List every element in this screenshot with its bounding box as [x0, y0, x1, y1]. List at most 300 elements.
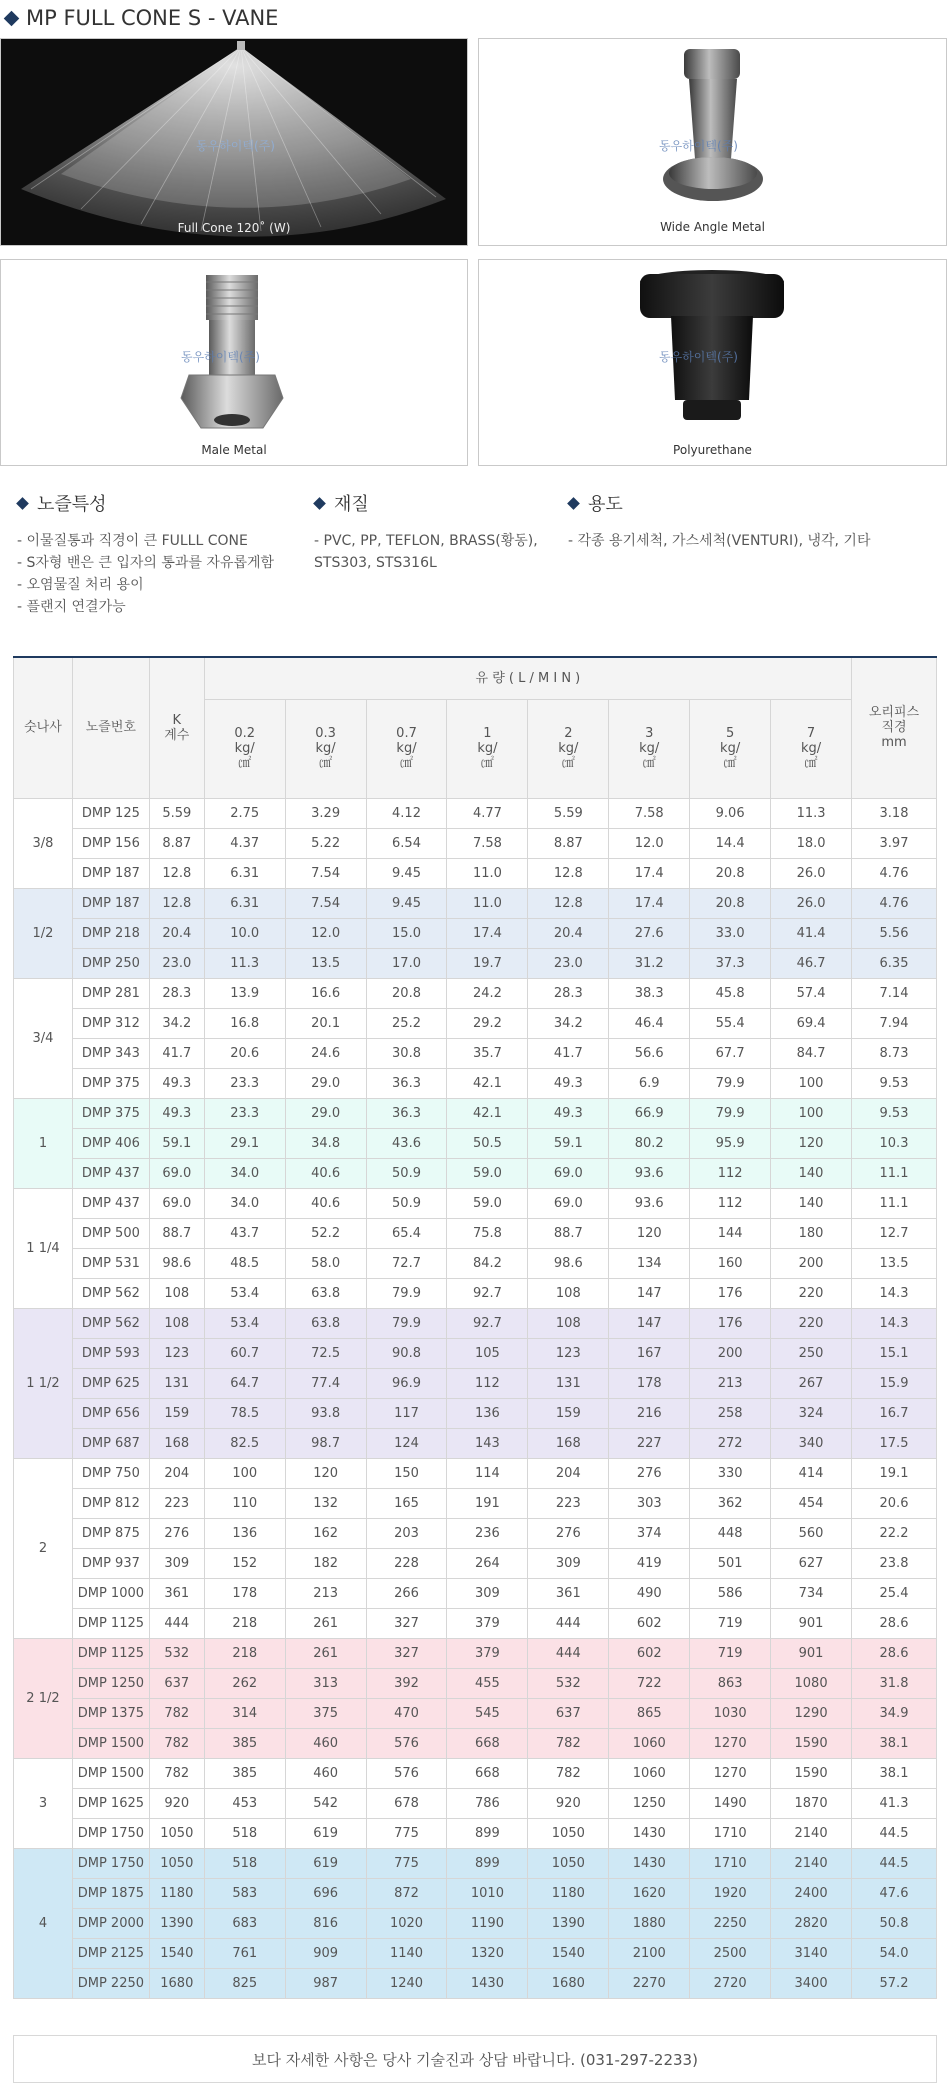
value-cell: 375: [285, 1698, 366, 1728]
value-cell: 19.1: [852, 1458, 937, 1488]
value-cell: 545: [447, 1698, 528, 1728]
value-cell: 901: [771, 1638, 852, 1668]
value-cell: 602: [609, 1608, 690, 1638]
nozzle-features-heading: 노즐특성: [14, 490, 304, 516]
value-cell: 7.14: [852, 978, 937, 1008]
value-cell: 20.4: [149, 918, 204, 948]
table-row: [14, 1248, 937, 1278]
value-cell: 150: [366, 1458, 447, 1488]
value-cell: 722: [609, 1668, 690, 1698]
watermark-text: 동우하이텍(주): [659, 350, 738, 364]
value-cell: 4.37: [204, 828, 285, 858]
photo-full-cone: [0, 38, 468, 246]
value-cell: 112: [447, 1368, 528, 1398]
table-row: [14, 1698, 937, 1728]
value-cell: 72.7: [366, 1248, 447, 1278]
value-cell: 490: [609, 1578, 690, 1608]
value-cell: 1060: [609, 1758, 690, 1788]
value-cell: 8.87: [149, 828, 204, 858]
table-row: [14, 1548, 937, 1578]
value-cell: 11.0: [447, 858, 528, 888]
value-cell: 262: [204, 1668, 285, 1698]
table-row: [14, 1758, 937, 1788]
value-cell: 17.4: [609, 888, 690, 918]
value-cell: 12.8: [528, 858, 609, 888]
value-cell: 78.5: [204, 1398, 285, 1428]
value-cell: 637: [149, 1668, 204, 1698]
value-cell: 152: [204, 1548, 285, 1578]
value-cell: 1710: [690, 1848, 771, 1878]
value-cell: 223: [528, 1488, 609, 1518]
value-cell: 267: [771, 1368, 852, 1398]
nozzle-number-cell: DMP 875: [72, 1518, 149, 1548]
table-row: [14, 918, 937, 948]
value-cell: 782: [528, 1758, 609, 1788]
value-cell: 17.0: [366, 948, 447, 978]
value-cell: 100: [771, 1068, 852, 1098]
value-cell: 20.8: [690, 858, 771, 888]
value-cell: 11.3: [204, 948, 285, 978]
pressure-header: 0.3 kg/ ㎠: [285, 699, 366, 798]
value-cell: 167: [609, 1338, 690, 1368]
value-cell: 6.31: [204, 888, 285, 918]
value-cell: 49.3: [528, 1068, 609, 1098]
table-row: [14, 1038, 937, 1068]
value-cell: 637: [528, 1698, 609, 1728]
nozzle-number-cell: DMP 437: [72, 1188, 149, 1218]
value-cell: 583: [204, 1878, 285, 1908]
value-cell: 362: [690, 1488, 771, 1518]
value-cell: 10.0: [204, 918, 285, 948]
value-cell: 120: [609, 1218, 690, 1248]
nozzle-number-cell: DMP 562: [72, 1308, 149, 1338]
value-cell: 23.8: [852, 1548, 937, 1578]
value-cell: 532: [149, 1638, 204, 1668]
value-cell: 114: [447, 1458, 528, 1488]
value-cell: 29.0: [285, 1068, 366, 1098]
photo-polyurethane: [478, 259, 947, 466]
value-cell: 863: [690, 1668, 771, 1698]
value-cell: 131: [149, 1368, 204, 1398]
value-cell: 13.9: [204, 978, 285, 1008]
value-cell: 379: [447, 1608, 528, 1638]
value-cell: 216: [609, 1398, 690, 1428]
value-cell: 16.6: [285, 978, 366, 1008]
value-cell: 9.53: [852, 1068, 937, 1098]
value-cell: 41.7: [149, 1038, 204, 1068]
diamond-bullet-icon: [313, 497, 326, 510]
nozzle-number-cell: DMP 125: [72, 798, 149, 828]
table-row: [14, 1098, 937, 1128]
nozzle-number-cell: DMP 1625: [72, 1788, 149, 1818]
value-cell: 43.7: [204, 1218, 285, 1248]
photo-caption: Wide Angle Metal: [660, 220, 765, 234]
table-row: [14, 1278, 937, 1308]
value-cell: 1010: [447, 1878, 528, 1908]
table-row: [14, 1188, 937, 1218]
nozzle-number-cell: DMP 1875: [72, 1878, 149, 1908]
value-cell: 203: [366, 1518, 447, 1548]
diamond-bullet-icon: [567, 497, 580, 510]
list-item: - 각종 용기세척, 가스세척(VENTURI), 냉각, 기타: [568, 530, 945, 552]
value-cell: 49.3: [149, 1068, 204, 1098]
value-cell: 159: [528, 1398, 609, 1428]
value-cell: 782: [149, 1698, 204, 1728]
value-cell: 120: [285, 1458, 366, 1488]
value-cell: 1240: [366, 1968, 447, 1998]
value-cell: 80.2: [609, 1128, 690, 1158]
value-cell: 3.18: [852, 798, 937, 828]
value-cell: 26.0: [771, 888, 852, 918]
value-cell: 36.3: [366, 1098, 447, 1128]
value-cell: 59.0: [447, 1188, 528, 1218]
value-cell: 9.45: [366, 888, 447, 918]
value-cell: 448: [690, 1518, 771, 1548]
nozzle-number-cell: DMP 187: [72, 858, 149, 888]
value-cell: 909: [285, 1938, 366, 1968]
value-cell: 20.8: [690, 888, 771, 918]
value-cell: 92.7: [447, 1308, 528, 1338]
value-cell: 7.58: [609, 798, 690, 828]
value-cell: 1590: [771, 1728, 852, 1758]
nozzle-number-cell: DMP 187: [72, 888, 149, 918]
page-header: [0, 0, 950, 36]
value-cell: 93.6: [609, 1158, 690, 1188]
value-cell: 303: [609, 1488, 690, 1518]
value-cell: 110: [204, 1488, 285, 1518]
value-cell: 250: [771, 1338, 852, 1368]
nozzle-number-cell: DMP 375: [72, 1068, 149, 1098]
value-cell: 56.6: [609, 1038, 690, 1068]
value-cell: 108: [149, 1308, 204, 1338]
value-cell: 1020: [366, 1908, 447, 1938]
value-cell: 15.1: [852, 1338, 937, 1368]
value-cell: 117: [366, 1398, 447, 1428]
value-cell: 6.35: [852, 948, 937, 978]
value-cell: 518: [204, 1848, 285, 1878]
value-cell: 72.5: [285, 1338, 366, 1368]
value-cell: 816: [285, 1908, 366, 1938]
value-cell: 9.53: [852, 1098, 937, 1128]
value-cell: 227: [609, 1428, 690, 1458]
value-cell: 176: [690, 1308, 771, 1338]
diamond-bullet-icon: [4, 10, 20, 26]
value-cell: 57.2: [852, 1968, 937, 1998]
value-cell: 5.56: [852, 918, 937, 948]
thread-size-cell: 3: [14, 1758, 73, 1848]
value-cell: 4.77: [447, 798, 528, 828]
value-cell: 361: [528, 1578, 609, 1608]
value-cell: 43.6: [366, 1128, 447, 1158]
thread-size-cell: 3/4: [14, 978, 73, 1098]
value-cell: 159: [149, 1398, 204, 1428]
value-cell: 444: [528, 1638, 609, 1668]
value-cell: 69.0: [528, 1188, 609, 1218]
value-cell: 4.76: [852, 858, 937, 888]
table-row: [14, 888, 937, 918]
value-cell: 1050: [528, 1848, 609, 1878]
value-cell: 84.2: [447, 1248, 528, 1278]
value-cell: 2400: [771, 1878, 852, 1908]
value-cell: 50.8: [852, 1908, 937, 1938]
value-cell: 27.6: [609, 918, 690, 948]
value-cell: 683: [204, 1908, 285, 1938]
value-cell: 6.9: [609, 1068, 690, 1098]
table-row: [14, 1908, 937, 1938]
value-cell: 719: [690, 1608, 771, 1638]
table-row: [14, 1788, 937, 1818]
nozzle-number-cell: DMP 1750: [72, 1848, 149, 1878]
value-cell: 34.8: [285, 1128, 366, 1158]
value-cell: 560: [771, 1518, 852, 1548]
value-cell: 34.2: [528, 1008, 609, 1038]
value-cell: 10.3: [852, 1128, 937, 1158]
value-cell: 1060: [609, 1728, 690, 1758]
value-cell: 782: [528, 1728, 609, 1758]
value-cell: 144: [690, 1218, 771, 1248]
value-cell: 26.0: [771, 858, 852, 888]
value-cell: 49.3: [149, 1098, 204, 1128]
flow-rate-header: 유 량 ( L / M I N ): [204, 657, 851, 699]
nozzle-features-section: [14, 490, 304, 618]
value-cell: 88.7: [528, 1218, 609, 1248]
value-cell: 136: [204, 1518, 285, 1548]
value-cell: 1320: [447, 1938, 528, 1968]
value-cell: 1180: [528, 1878, 609, 1908]
value-cell: 374: [609, 1518, 690, 1548]
value-cell: 22.2: [852, 1518, 937, 1548]
value-cell: 48.5: [204, 1248, 285, 1278]
value-cell: 105: [447, 1338, 528, 1368]
value-cell: 200: [771, 1248, 852, 1278]
table-row: [14, 1128, 937, 1158]
value-cell: 29.0: [285, 1098, 366, 1128]
value-cell: 518: [204, 1818, 285, 1848]
value-cell: 28.6: [852, 1638, 937, 1668]
nozzle-number-cell: DMP 750: [72, 1458, 149, 1488]
value-cell: 11.1: [852, 1158, 937, 1188]
value-cell: 696: [285, 1878, 366, 1908]
value-cell: 52.2: [285, 1218, 366, 1248]
value-cell: 92.7: [447, 1278, 528, 1308]
usage-section: [565, 490, 945, 552]
table-row: [14, 1218, 937, 1248]
thread-size-cell: 1 1/2: [14, 1308, 73, 1458]
value-cell: 2500: [690, 1938, 771, 1968]
value-cell: 3.97: [852, 828, 937, 858]
list-item: - S자형 밴은 큰 입자의 통과를 자유롭게함: [17, 552, 304, 574]
value-cell: 79.9: [366, 1278, 447, 1308]
value-cell: 40.6: [285, 1158, 366, 1188]
value-cell: 1190: [447, 1908, 528, 1938]
value-cell: 392: [366, 1668, 447, 1698]
value-cell: 88.7: [149, 1218, 204, 1248]
table-row: [14, 1068, 937, 1098]
value-cell: 17.5: [852, 1428, 937, 1458]
value-cell: 13.5: [285, 948, 366, 978]
value-cell: 108: [528, 1308, 609, 1338]
value-cell: 131: [528, 1368, 609, 1398]
value-cell: 12.8: [149, 858, 204, 888]
value-cell: 2820: [771, 1908, 852, 1938]
value-cell: 901: [771, 1608, 852, 1638]
value-cell: 41.7: [528, 1038, 609, 1068]
table-row: [14, 1488, 937, 1518]
value-cell: 79.9: [366, 1308, 447, 1338]
value-cell: 24.2: [447, 978, 528, 1008]
list-item: - PVC, PP, TEFLON, BRASS(황동), STS303, STS316L: [314, 530, 561, 574]
value-cell: 42.1: [447, 1068, 528, 1098]
value-cell: 34.9: [852, 1698, 937, 1728]
value-cell: 28.3: [149, 978, 204, 1008]
value-cell: 108: [528, 1278, 609, 1308]
value-cell: 55.4: [690, 1008, 771, 1038]
value-cell: 38.1: [852, 1728, 937, 1758]
value-cell: 28.3: [528, 978, 609, 1008]
nozzle-number-cell: DMP 687: [72, 1428, 149, 1458]
value-cell: 31.8: [852, 1668, 937, 1698]
value-cell: 719: [690, 1638, 771, 1668]
value-cell: 1030: [690, 1698, 771, 1728]
value-cell: 213: [690, 1368, 771, 1398]
value-cell: 42.1: [447, 1098, 528, 1128]
value-cell: 24.6: [285, 1038, 366, 1068]
nozzle-number-cell: DMP 1250: [72, 1668, 149, 1698]
value-cell: 41.4: [771, 918, 852, 948]
value-cell: 1390: [149, 1908, 204, 1938]
value-cell: 542: [285, 1788, 366, 1818]
value-cell: 782: [149, 1728, 204, 1758]
value-cell: 340: [771, 1428, 852, 1458]
value-cell: 6.31: [204, 858, 285, 888]
value-cell: 35.7: [447, 1038, 528, 1068]
value-cell: 309: [149, 1548, 204, 1578]
value-cell: 120: [771, 1128, 852, 1158]
value-cell: 36.3: [366, 1068, 447, 1098]
value-cell: 15.0: [366, 918, 447, 948]
contact-text: 보다 자세한 사항은 당사 기술진과 상담 바랍니다. (031-297-2233): [252, 2050, 698, 2069]
value-cell: 75.8: [447, 1218, 528, 1248]
value-cell: 5.59: [149, 798, 204, 828]
value-cell: 45.8: [690, 978, 771, 1008]
value-cell: 66.9: [609, 1098, 690, 1128]
value-cell: 276: [149, 1518, 204, 1548]
usage-heading: 용도: [565, 490, 945, 516]
nozzle-number-cell: DMP 656: [72, 1398, 149, 1428]
value-cell: 920: [149, 1788, 204, 1818]
value-cell: 100: [204, 1458, 285, 1488]
nozzle-number-cell: DMP 375: [72, 1098, 149, 1128]
value-cell: 987: [285, 1968, 366, 1998]
nozzle-number-cell: DMP 2125: [72, 1938, 149, 1968]
pressure-header: 7 kg/ ㎠: [771, 699, 852, 798]
value-cell: 23.3: [204, 1098, 285, 1128]
value-cell: 69.0: [528, 1158, 609, 1188]
table-row: [14, 1638, 937, 1668]
nozzle-number-cell: DMP 1750: [72, 1818, 149, 1848]
value-cell: 602: [609, 1638, 690, 1668]
value-cell: 17.4: [609, 858, 690, 888]
nozzle-number-cell: DMP 250: [72, 948, 149, 978]
value-cell: 17.4: [447, 918, 528, 948]
value-cell: 93.6: [609, 1188, 690, 1218]
value-cell: 385: [204, 1758, 285, 1788]
nozzle-number-cell: DMP 281: [72, 978, 149, 1008]
value-cell: 23.0: [149, 948, 204, 978]
photo-male-metal: [0, 259, 468, 466]
value-cell: 460: [285, 1728, 366, 1758]
value-cell: 123: [528, 1338, 609, 1368]
value-cell: 11.1: [852, 1188, 937, 1218]
value-cell: 98.6: [528, 1248, 609, 1278]
spec-table: [13, 656, 937, 1999]
value-cell: 69.0: [149, 1188, 204, 1218]
table-row: [14, 1338, 937, 1368]
table-row: [14, 978, 937, 1008]
material-section: [311, 490, 561, 574]
value-cell: 5.22: [285, 828, 366, 858]
nozzle-number-cell: DMP 218: [72, 918, 149, 948]
list-item: - 오염물질 처리 용이: [17, 574, 304, 596]
photo-caption: Polyurethane: [673, 443, 752, 457]
value-cell: 44.5: [852, 1848, 937, 1878]
value-cell: 1080: [771, 1668, 852, 1698]
value-cell: 112: [690, 1188, 771, 1218]
value-cell: 168: [149, 1428, 204, 1458]
value-cell: 53.4: [204, 1308, 285, 1338]
value-cell: 2720: [690, 1968, 771, 1998]
value-cell: 2140: [771, 1848, 852, 1878]
value-cell: 3140: [771, 1938, 852, 1968]
thread-size-cell: 1 1/4: [14, 1188, 73, 1308]
value-cell: 168: [528, 1428, 609, 1458]
value-cell: 1050: [149, 1848, 204, 1878]
value-cell: 191: [447, 1488, 528, 1518]
value-cell: 775: [366, 1818, 447, 1848]
value-cell: 82.5: [204, 1428, 285, 1458]
value-cell: 576: [366, 1758, 447, 1788]
nozzle-number-cell: DMP 2250: [72, 1968, 149, 1998]
table-row: [14, 1668, 937, 1698]
table-row: [14, 948, 937, 978]
value-cell: 20.6: [852, 1488, 937, 1518]
table-row: [14, 1848, 937, 1878]
value-cell: 200: [690, 1338, 771, 1368]
table-row: [14, 1518, 937, 1548]
thread-size-cell: 2 1/2: [14, 1638, 73, 1758]
value-cell: 532: [528, 1668, 609, 1698]
pressure-header: 3 kg/ ㎠: [609, 699, 690, 798]
value-cell: 140: [771, 1188, 852, 1218]
value-cell: 50.9: [366, 1188, 447, 1218]
value-cell: 12.8: [528, 888, 609, 918]
photo-wide-angle-metal: [478, 38, 947, 246]
value-cell: 204: [149, 1458, 204, 1488]
value-cell: 2270: [609, 1968, 690, 1998]
table-row: [14, 1008, 937, 1038]
material-heading: 재질: [311, 490, 561, 516]
material-list: [311, 530, 561, 574]
value-cell: 38.3: [609, 978, 690, 1008]
value-cell: 761: [204, 1938, 285, 1968]
value-cell: 178: [204, 1578, 285, 1608]
list-item: - 플랜지 연결가능: [17, 596, 304, 618]
value-cell: 1920: [690, 1878, 771, 1908]
value-cell: 65.4: [366, 1218, 447, 1248]
value-cell: 324: [771, 1398, 852, 1428]
value-cell: 98.7: [285, 1428, 366, 1458]
value-cell: 15.9: [852, 1368, 937, 1398]
